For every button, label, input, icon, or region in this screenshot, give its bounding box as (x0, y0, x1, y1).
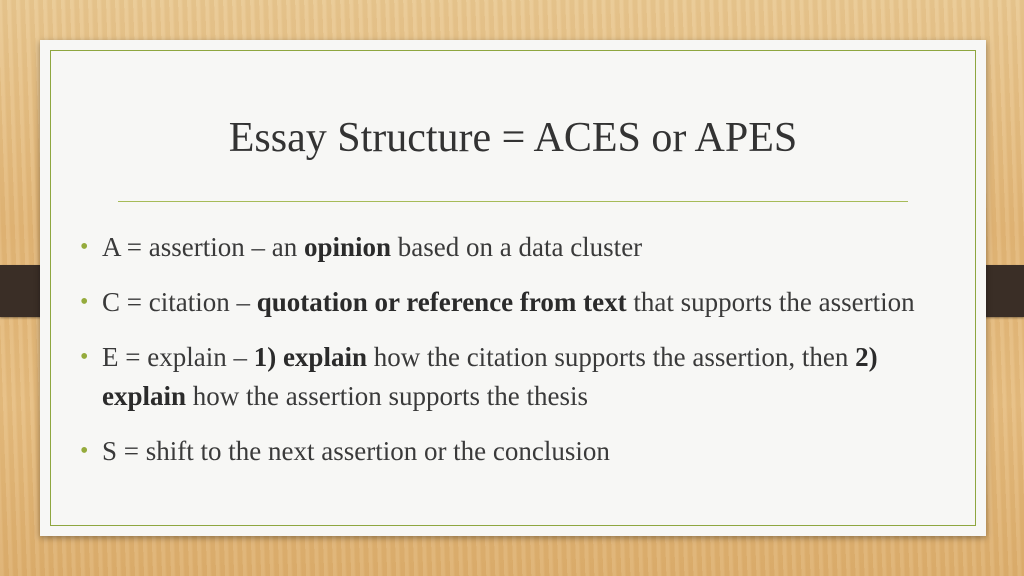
bullet-segment: E = explain – (102, 342, 254, 372)
bullet-text (102, 432, 962, 471)
bullet-dot-icon: • (80, 289, 89, 315)
bullet-item-e (80, 338, 962, 416)
bullet-emphasis: opinion (303, 232, 392, 262)
title-divider (118, 201, 908, 202)
slide-title: Essay Structure = ACES or APES (228, 115, 798, 161)
bullet-text (102, 228, 962, 267)
bullet-dot-icon: • (80, 234, 89, 260)
bullet-segment: how the assertion supports the thesis (186, 381, 588, 411)
bullet-segment: S = shift to the next assertion or the conclusion (102, 436, 610, 466)
bullet-segment: how the citation supports the assertion, then (366, 342, 856, 372)
bullet-text (102, 338, 962, 416)
bullet-item-a (80, 228, 962, 267)
bullet-item-c (80, 283, 962, 322)
bullet-text (102, 283, 962, 322)
bullet-segment: C = citation – (102, 287, 257, 317)
bullet-emphasis: 1) explain (253, 342, 367, 372)
bullet-segment: A = assertion – an (102, 232, 304, 262)
bullet-emphasis: 2) explain (102, 342, 878, 411)
bullet-dot-icon: • (80, 438, 89, 464)
bullet-list (80, 228, 962, 487)
bullet-segment: that supports the assertion (626, 287, 915, 317)
bullet-item-s (80, 432, 962, 471)
bullet-emphasis: quotation or reference from text (256, 287, 627, 317)
slide (40, 40, 986, 536)
bullet-dot-icon: • (80, 344, 89, 370)
bullet-segment: based on a data cluster (391, 232, 643, 262)
